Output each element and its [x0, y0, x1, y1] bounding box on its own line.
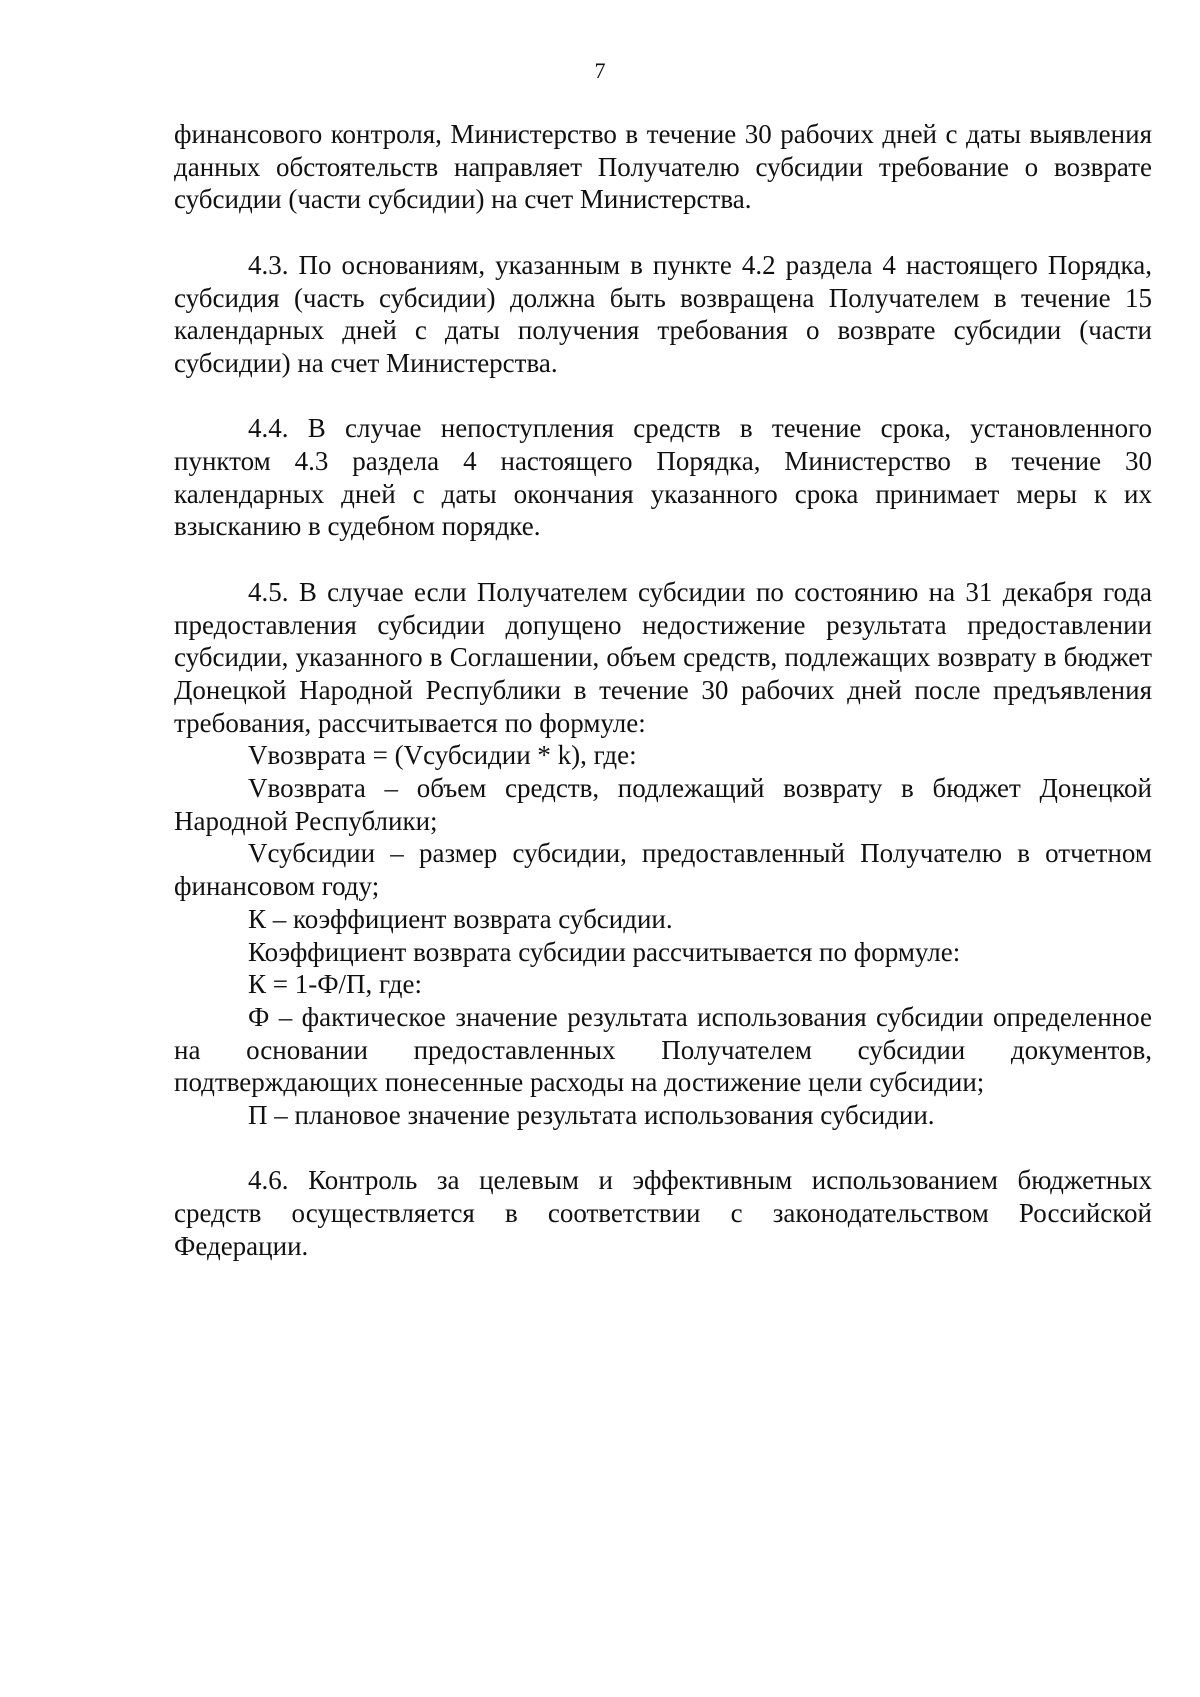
definition-v-return: Vвозврата – объем средств, подлежащий возврату в бюджет Донецкой Народной Республики;: [174, 773, 1152, 836]
paragraph-4-3: 4.3. По основаниям, указанным в пункте 4.2 раздела 4 настоящего Порядка, субсидия (часть субсидии) должна быть возвращена Получателем в течение 15 календарных дней с даты получения требования о возврате субсидии (части субсидии) на счет Министерства.: [174, 249, 1152, 378]
definition-k: К – коэффициент возврата субсидии.: [248, 903, 673, 934]
formula-coefficient: К = 1-Ф/П, где:: [248, 969, 423, 1000]
page-number: 7: [594, 58, 606, 83]
formula-return-volume: Vвозврата = (Vсубсидии * k), где:: [248, 740, 637, 771]
definition-v-subsidy: Vсубсидии – размер субсидии, предоставленный Получателю в отчетном финансовом году;: [174, 838, 1152, 902]
paragraph-4-5: 4.5. В случае если Получателем субсидии по состоянию на 31 декабря года предоставления субсидии допущено недостижение результата предоставлении субсидии, указанного в Соглашении, объем средств, подлежащих возврату в бюджет Донецкой Народной Республики в течение 30 рабочих дней после предъявления требования, рассчитывается по формуле:: [174, 576, 1152, 738]
coefficient-intro: Коэффициент возврата субсидии рассчитывается по формуле:: [248, 936, 961, 967]
definition-f: Ф – фактическое значение результата использования субсидии определенное на основании предоставленных Получателем субсидии документов, подтверждающих понесенные расходы на достижение цели субсидии;: [174, 1001, 1152, 1098]
document-body: [174, 118, 1152, 1263]
definition-p: П – плановое значение результата использования субсидии.: [248, 1100, 935, 1131]
paragraph-4-2-continuation: финансового контроля, Министерство в течение 30 рабочих дней с даты выявления данных обстоятельств направляет Получателю субсидии требование о возврате субсидии (части субсидии) на счет Министерства.: [174, 119, 1152, 215]
paragraph-4-6: 4.6. Контроль за целевым и эффективным использованием бюджетных средств осуществляется в соответствии с законодательством Российской Федерации.: [174, 1165, 1152, 1261]
paragraph-4-4: 4.4. В случае непоступления средств в течение срока, установленного пунктом 4.3 раздела 4 настоящего Порядка, Министерство в течение 30 календарных дней с даты окончания указанного срока принимает меры к их взысканию в судебном порядке.: [174, 413, 1152, 542]
